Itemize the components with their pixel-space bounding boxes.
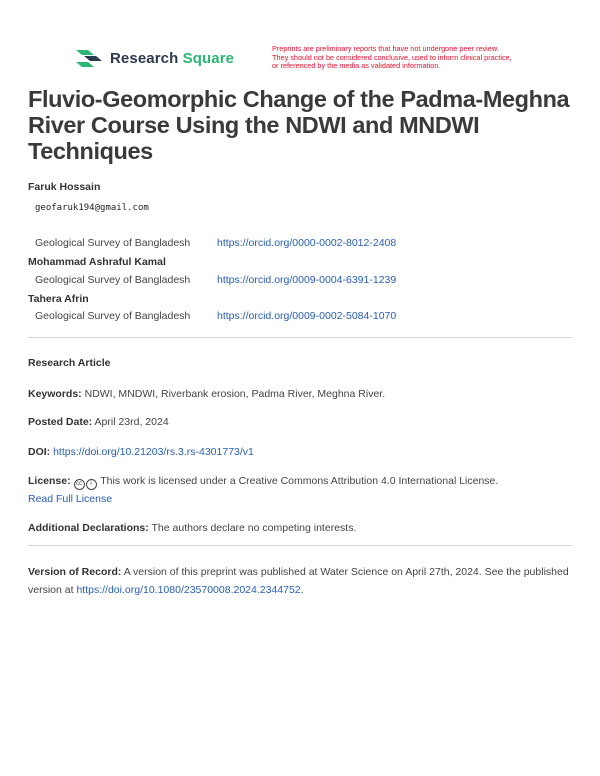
- research-square-logo[interactable]: [74, 46, 234, 70]
- published-version-link[interactable]: https://doi.org/10.1080/23570008.2024.2344752: [76, 584, 301, 596]
- notice-line: They should not be considered conclusive, used to inform clinical practice,: [272, 52, 512, 62]
- divider: [28, 545, 573, 546]
- author-name: Faruk Hossain: [28, 181, 101, 193]
- author-email[interactable]: geofaruk194@gmail.com: [35, 203, 149, 213]
- divider: [28, 337, 573, 338]
- cc-icon: cc: [74, 479, 85, 490]
- logo-wordmark: Research Square: [110, 49, 235, 67]
- author-affiliation: Geological Survey of Bangladesh: [35, 310, 191, 322]
- author-orcid-link[interactable]: https://orcid.org/0000-0002-8012-2408: [217, 237, 397, 249]
- license: License: cc i This work is licensed under a Creative Commons Attribution 4.0 International License. Read Full License: [28, 475, 499, 505]
- additional-declarations: Additional Declarations: The authors declare no competing interests.: [28, 522, 357, 534]
- author-name: Tahera Afrin: [28, 293, 89, 305]
- notice-line: or referenced by the media as validated information.: [272, 61, 441, 71]
- doi: DOI: https://doi.org/10.21203/rs.3.rs-4301773/v1: [28, 446, 254, 458]
- author-name: Mohammad Ashraful Kamal: [28, 256, 166, 268]
- author-orcid-link[interactable]: https://orcid.org/0009-0004-6391-1239: [217, 274, 397, 286]
- paper-title: Fluvio-Geomorphic Change of the Padma-Meghna River Course Using the NDWI and MNDWI Techniques: [28, 86, 570, 164]
- research-square-logo-icon: [74, 46, 104, 70]
- posted-date: Posted Date: April 23rd, 2024: [28, 416, 169, 428]
- keywords: Keywords: NDWI, MNDWI, Riverbank erosion, Padma River, Meghna River.: [28, 388, 386, 400]
- preprint-notice: [272, 45, 572, 71]
- attribution-icon: i: [86, 479, 97, 490]
- article-type: Research Article: [28, 357, 111, 369]
- read-full-license-link[interactable]: Read Full License: [28, 493, 113, 505]
- version-of-record: Version of Record: A version of this preprint was published at Water Science on April 27th, 2024. See the published version at https://doi.org/10.1080/23570008.2024.2344752.: [28, 566, 569, 596]
- notice-line: Preprints are preliminary reports that have not undergone peer review.: [272, 44, 499, 53]
- author-affiliation: Geological Survey of Bangladesh: [35, 274, 191, 286]
- author-affiliation: Geological Survey of Bangladesh: [35, 237, 191, 249]
- author-orcid-link[interactable]: https://orcid.org/0009-0002-5084-1070: [217, 310, 397, 322]
- doi-link[interactable]: https://doi.org/10.21203/rs.3.rs-4301773/v1: [53, 446, 254, 458]
